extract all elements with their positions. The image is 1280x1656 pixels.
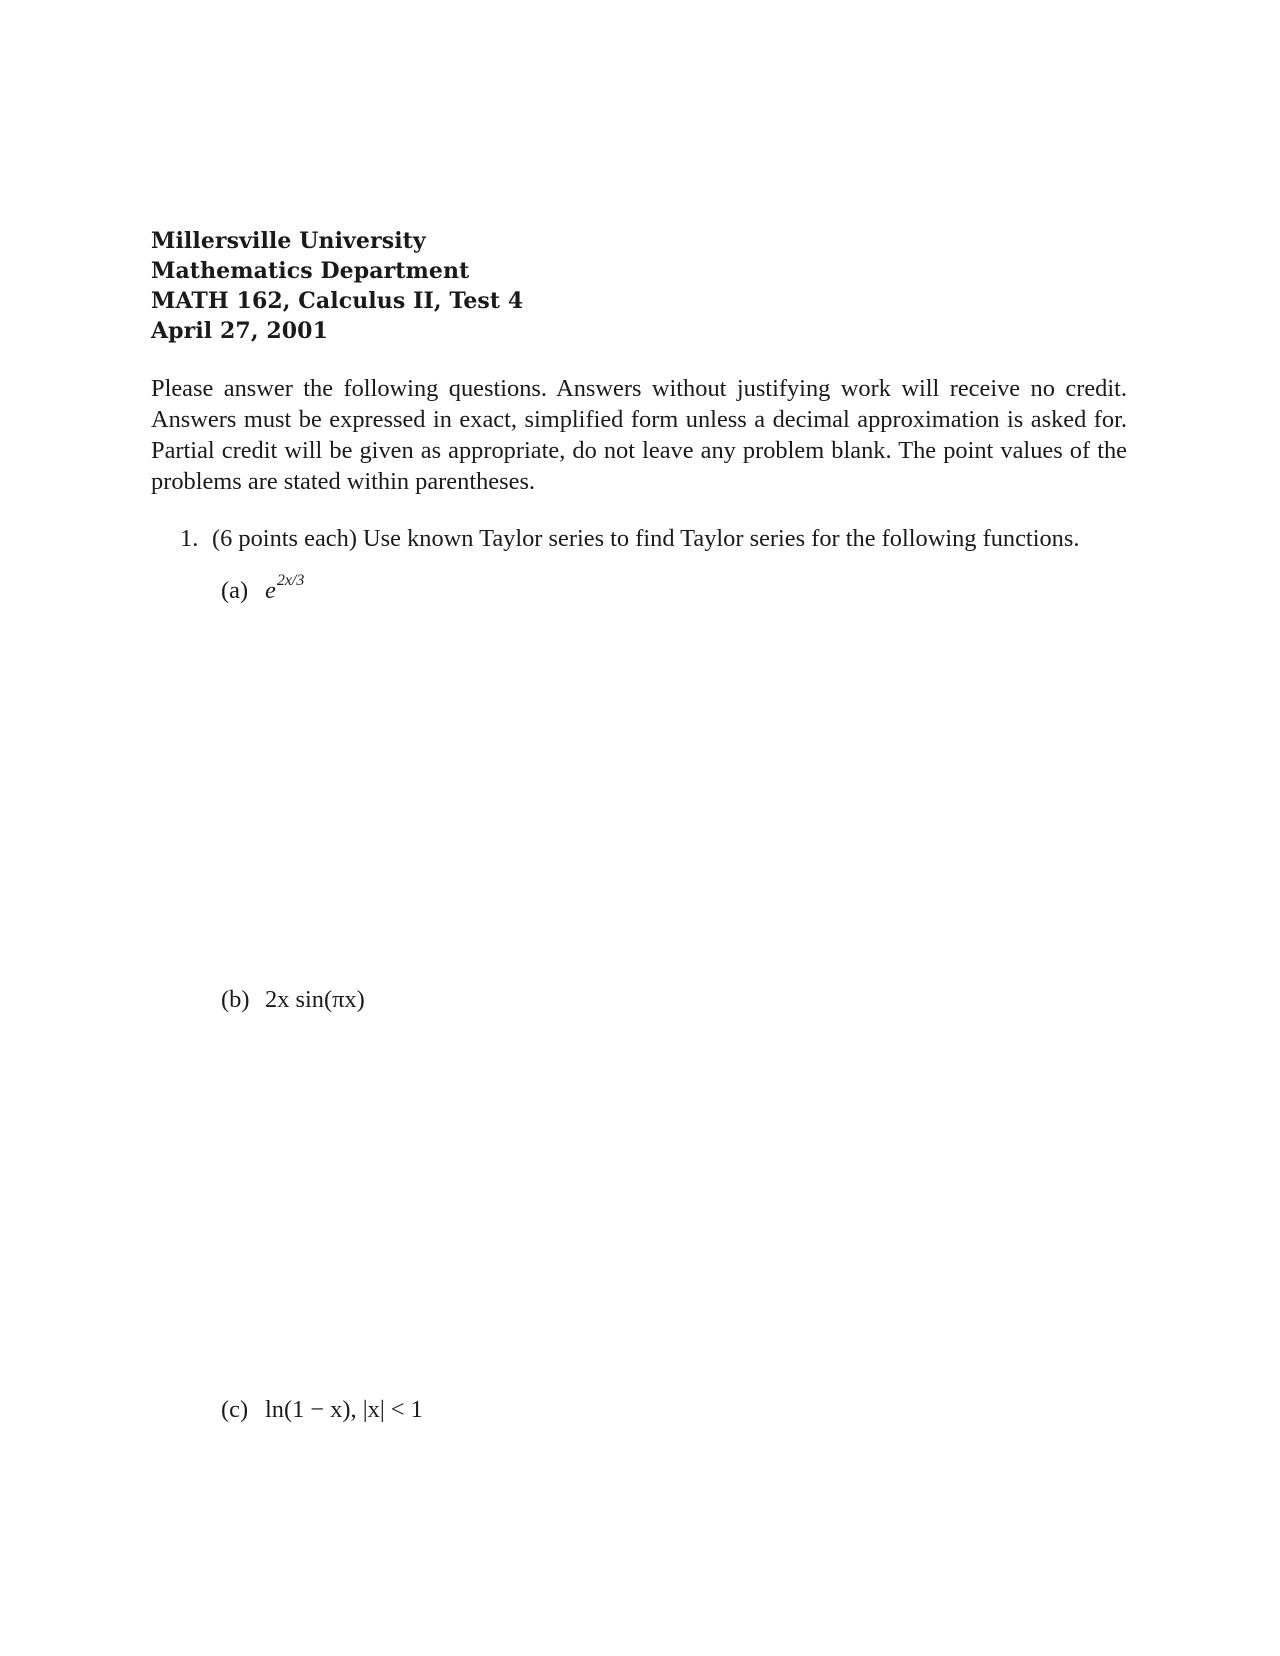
exam-date: April 27, 2001 [151,318,328,344]
question-1a [221,572,305,609]
instructions-paragraph: Please answer the following questions. Answers without justifying work will receive no credit. Answers must be expressed in exact, simplified form unless a decimal approximation is asked for. Partial credit will be given as appropriate, do not leave any problem blank. The point values of the problems are stated within parentheses. [151,375,1127,495]
question-number: 1. [180,525,199,552]
math-exponent: 2x/3 [276,572,305,589]
question-text: (6 points each) Use known Taylor series to find Taylor series for the following functions. [212,525,1080,552]
question-1b [221,984,365,1015]
math-expression: ln(1 − x), |x| < 1 [265,1396,423,1423]
university-name: Millersville University [151,228,426,254]
course-title: MATH 162, Calculus II, Test 4 [151,288,524,314]
question-1c [221,1394,423,1425]
math-expression: 2x sin(πx) [265,986,365,1013]
part-label: (c) [221,1396,249,1423]
part-label: (a) [221,577,249,604]
math-base: e [265,577,276,604]
part-label: (b) [221,986,250,1013]
question-1 [180,523,1140,554]
department-name: Mathematics Department [151,258,470,284]
exam-header [151,226,523,346]
